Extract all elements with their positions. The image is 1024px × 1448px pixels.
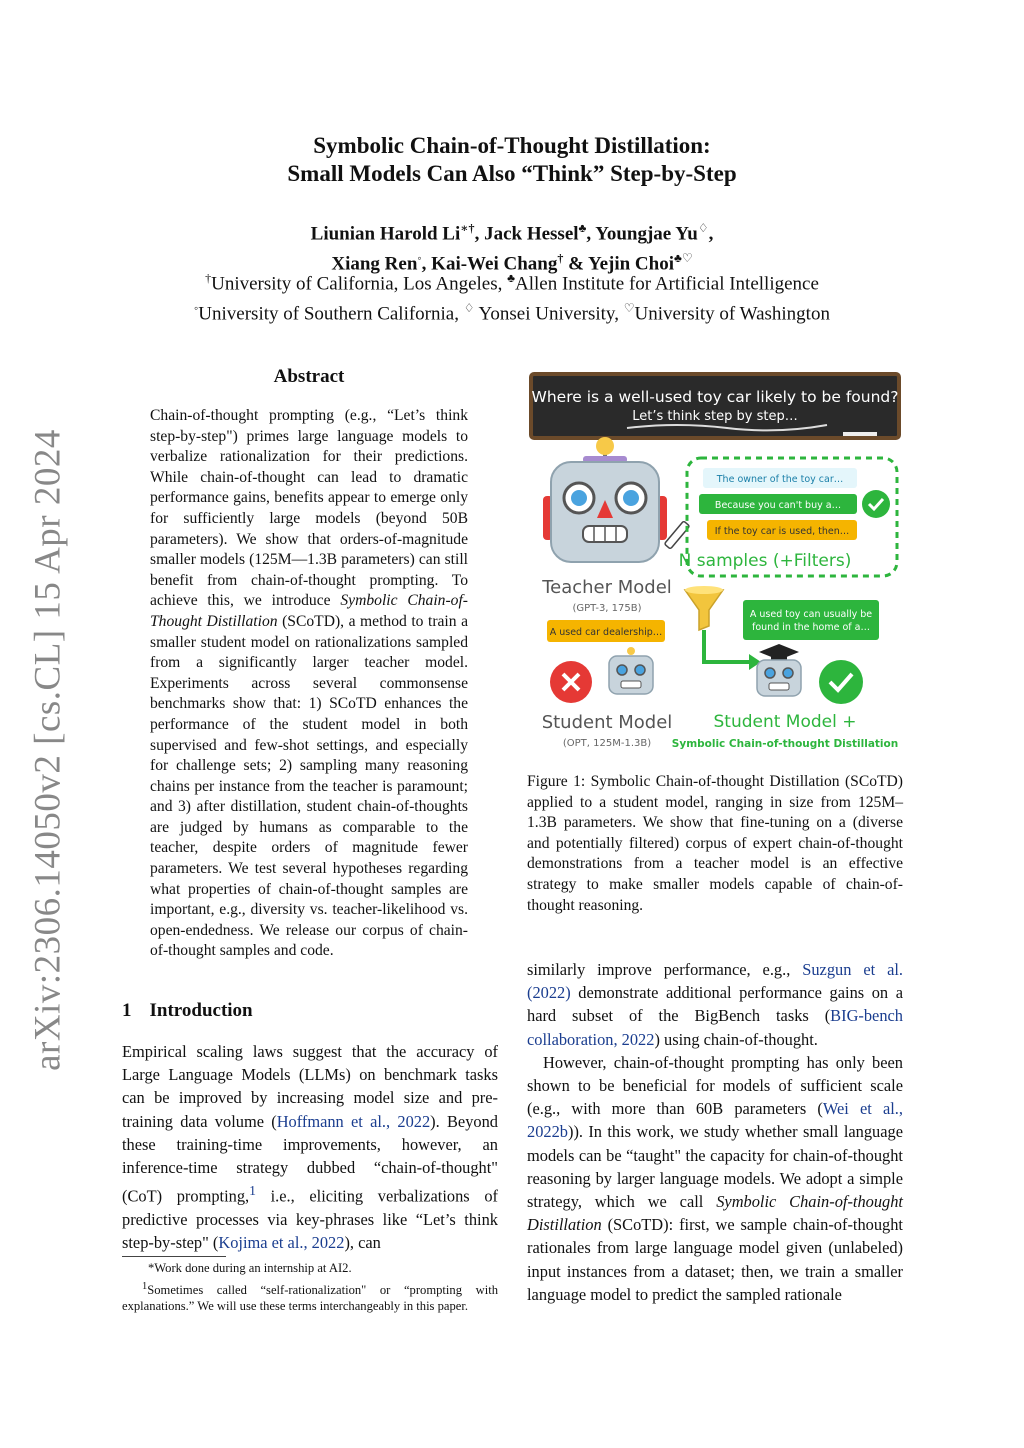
abstract-body — [150, 406, 468, 962]
abstract-text-2: (SCoTD), a method to train a smaller student model on rationalizations sampled from a significantly larger teacher model. Experiments across several commonsense benchmarks show that: 1) SCoTD enhances the performance of the student model in both supervised and few-shot settings, and especially for challenge sets; 2) sampling many reasoning chains per instance from the teacher is paramount; and 3) after distillation, student chain-of-thoughts are judged by humans as comparable to the teacher, despite orders of magnitude fewer parameters. We test several hypotheses regarding what properties of chain-of-thought samples are important, e.g., diversity vs. teacher-likelihood vs. open-endedness. We release our corpus of chain-of-thought samples and code. — [150, 612, 469, 960]
author-chang: Kai-Wei Chang — [431, 253, 558, 275]
student-size: (OPT, 125M-1.3B) — [562, 738, 652, 749]
author-line-1: Liunian Harold Li∗†, Jack Hessel♣, Youngjae Yu♢, — [310, 221, 714, 245]
footnote-1-number: 1 — [142, 1281, 148, 1292]
footnote-ref-1[interactable]: 1 — [249, 1183, 256, 1199]
section-number: 1 — [122, 1000, 132, 1021]
figure-prompt: Let’s think step by step… — [632, 409, 798, 424]
right-text-a: similarly improve performance, e.g., — [527, 960, 803, 979]
author-ren: Xiang Ren — [331, 253, 418, 275]
citation-bigbench[interactable]: BIG-bench collaboration, 2022 — [527, 1006, 903, 1049]
citation-wei[interactable]: Wei et al., 2022b — [527, 1099, 903, 1142]
right-text-e: )). In this work, we study whether small language models can be “taught" the capacity for chain-of-thought reasoning by larger language models. We adopt a simple strategy, which we call — [527, 1122, 903, 1212]
good-answer-line-2: found in the home of a… — [752, 622, 870, 633]
intro-text-b: ). Beyond these training-time improvements, however, an inference-time strategy dubbed “chain-of-thought" (CoT) prompting, — [122, 1111, 498, 1206]
samples-label: N samples (+Filters) — [678, 551, 852, 571]
teacher-robot-icon — [543, 437, 667, 562]
graduate-robot-icon — [757, 644, 801, 696]
abstract-text-1: Chain-of-thought prompting (e.g., “Let’s think step-by-step") primes large language models to verbalize rationalization for their predictions. While chain-of-thought can lead to dramatic performance gains, benefits appear to emerge only for sufficiently large models (beyond 50B parameters). We show that orders-of-magnitude smaller models (125M—1.3B parameters) can still benefit from chain-of-thought prompting. To achieve this, we introduce — [150, 407, 468, 610]
intro-paragraph — [122, 1040, 498, 1254]
intro-text-d: ), can — [344, 1233, 381, 1253]
figure-1-caption: Figure 1: Symbolic Chain-of-thought Distillation (SCoTD) applied to a student model, ranging in size from 125M–1.3B parameters. We show that fine-tuning on a (diverse and potentially filtered) corpus of expert chain-of-thought demonstrations from a teacher model is an effective strategy to make smaller models capable of chain-of-thought reasoning. — [527, 773, 903, 914]
right-column-text — [527, 958, 903, 1306]
ai2-mark: ♣ — [507, 271, 515, 285]
right-text-d: However, chain-of-thought prompting has only been shown to be beneficial for models of sufficient scale (e.g., with more than 60B parameters ( — [527, 1052, 903, 1119]
chain-text-3: If the toy car is used, then… — [714, 526, 850, 537]
citation-hoffmann[interactable]: Hoffmann et al., 2022 — [276, 1111, 431, 1131]
citation-kojima[interactable]: Kojima et al., 2022 — [218, 1233, 345, 1253]
pencil-icon — [664, 521, 689, 549]
footnote-1 — [122, 1279, 498, 1314]
abstract-method-name: Symbolic Chain-of-Thought Distillation — [150, 592, 468, 630]
footnote-1-text: Sometimes called “self-rationalization" or “prompting with explanations.” We will use these terms interchangeably in this paper. — [122, 1283, 498, 1314]
affiliation-line-2 — [0, 296, 1024, 326]
abstract-heading: Abstract — [273, 366, 345, 387]
paper-title — [0, 132, 1024, 188]
teacher-label: Teacher Model — [542, 577, 672, 598]
author-ren-marks: ◦ — [417, 251, 422, 266]
author-hessel: Jack Hessel — [484, 223, 579, 245]
chalkboard — [531, 374, 899, 438]
student-robot-icon — [609, 647, 653, 694]
citation-suzgun[interactable]: Suzgun et al. (2022) — [527, 960, 903, 1003]
right-text-f: (SCoTD): first, we sample chain-of-thought rationales from large language model given (unlabeled) input instances from a dataset; then, we train a smaller language model to predict the sampled rationale — [527, 1215, 903, 1304]
scotd-label: Symbolic Chain-of-thought Distillation — [671, 738, 899, 750]
intro-text-a: Empirical scaling laws suggest that the accuracy of Large Language Models (LLMs) on benchmark tasks can be improved by increasing model size and pre-training data volume ( — [122, 1042, 498, 1131]
title-line-2: Small Models Can Also “Think” Step-by-Step — [287, 161, 737, 186]
author-line-2: Xiang Ren◦, Kai-Wei Chang† & Yejin Choi♣♡ — [331, 251, 693, 275]
affiliation-ucla: University of California, Los Angeles, — [211, 273, 508, 295]
success-check-icon — [819, 660, 863, 704]
right-paragraph-1 — [527, 958, 903, 1051]
section-heading-introduction — [122, 1000, 253, 1022]
yonsei-mark: ♢ — [463, 301, 475, 316]
usc-mark: ◦ — [194, 301, 199, 316]
student-plus-label: Student Model + — [713, 712, 857, 732]
author-yu-marks: ♢ — [697, 221, 709, 235]
affiliation-yonsei: Yonsei University, — [474, 303, 624, 325]
author-li: Liunian Harold Li — [310, 223, 461, 245]
bad-answer-text: A used car dealership… — [549, 627, 663, 638]
section-title: Introduction — [149, 1000, 253, 1021]
distill-arrow — [704, 630, 749, 662]
student-label: Student Model — [541, 712, 673, 733]
ucla-mark: † — [205, 271, 212, 285]
affiliation-line-1 — [0, 266, 1024, 296]
affiliations — [0, 266, 1024, 327]
figure-question: Where is a well-used toy car likely to be found? — [531, 388, 899, 406]
affiliation-uw: University of Washington — [634, 303, 830, 325]
chain-text-2: Because you can't buy a… — [714, 500, 842, 511]
author-choi: Yejin Choi — [587, 253, 674, 275]
author-hessel-marks: ♣ — [578, 221, 587, 235]
author-li-marks: ∗† — [460, 221, 475, 235]
arxiv-sidebar — [18, 429, 78, 1071]
author-chang-marks: † — [557, 251, 564, 266]
affiliation-ai2: Allen Institute for Artificial Intelligence — [515, 273, 819, 295]
title-line-1: Symbolic Chain-of-Thought Distillation: — [313, 133, 711, 158]
figure-1 — [527, 368, 903, 764]
check-icon — [862, 490, 890, 518]
author-yu: Youngjae Yu — [595, 223, 698, 245]
teacher-size: (GPT-3, 175B) — [572, 603, 642, 614]
right-text-c: ) using chain-of-thought. — [654, 1029, 818, 1049]
footnote-star: *Work done during an internship at AI2. — [148, 1261, 352, 1275]
arxiv-identifier: arXiv:2306.14050v2 [cs.CL] 15 Apr 2024 — [27, 429, 69, 1071]
funnel-icon — [685, 586, 723, 630]
good-answer-line-1: A used toy can usually be — [749, 609, 873, 620]
right-method-name: Symbolic Chain-of-thought Distillation — [527, 1192, 903, 1235]
affiliation-usc: University of Southern California, — [198, 303, 464, 325]
chalk-piece — [843, 432, 877, 436]
uw-mark: ♡ — [623, 301, 635, 316]
chain-text-1: The owner of the toy car… — [716, 474, 844, 485]
footnote-rule — [122, 1256, 226, 1257]
intro-text-c: i.e., eliciting verbalizations of predictive processes via key-phrases like “Let’s think step-by-step" ( — [122, 1186, 498, 1253]
right-text-b: demonstrate additional performance gains on a hard subset of the BigBench tasks ( — [527, 983, 903, 1026]
author-ampersand: & — [568, 253, 584, 275]
author-choi-marks: ♣♡ — [674, 251, 693, 266]
right-paragraph-2 — [527, 1051, 903, 1306]
good-answer-bubble — [743, 600, 879, 640]
